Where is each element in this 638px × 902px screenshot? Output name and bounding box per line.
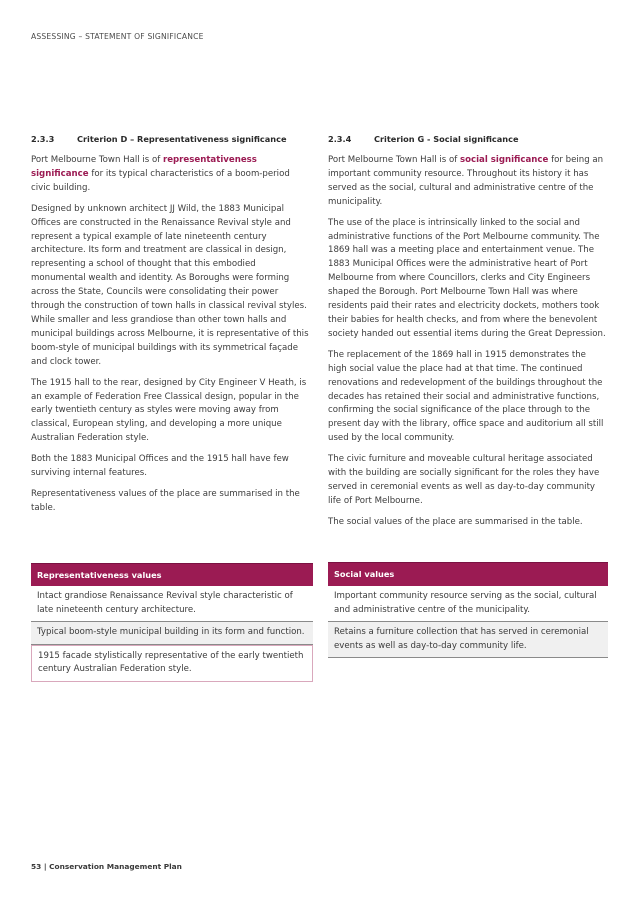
section-number: 2.3.3 — [31, 134, 55, 144]
intro-text: for its typical characteristics of a boom-period civic building. — [31, 168, 290, 193]
intro-text: for being an important community resource. Throughout its history it has served as the social, cultural and administrative centre of the municipality. — [328, 155, 604, 207]
body-paragraph: The use of the place is intrinsically linked to the social and administrative functions of the Port Melbourne community. The 1869 hall was a meeting place and entertainment venue. The 1883 Municipal Offices were the administrative heart of Port Melbourne from where Councillors, clerks and City Engineers shaped the Borough. Port Melbourne Town Hall was where residents paid their rates and electricity dockets, mothers took their babies for health checks, and from where the benevolent society handed out essential items during the Great Depression. — [328, 217, 606, 339]
highlight-term: representativeness significance — [31, 155, 257, 179]
section-title: Criterion G - Social significance — [374, 134, 519, 144]
intro-text: Port Melbourne Town Hall is of — [31, 155, 163, 165]
representativeness-values-table — [31, 563, 313, 682]
social-values-table — [328, 562, 608, 658]
body-paragraph: The 1915 hall to the rear, designed by City Engineer V Heath, is an example of Federation Free Classical design, popular in the early twentieth century as styles were moving away from classical, European styling, and developing a more unique Australian Federation style. — [31, 377, 307, 444]
running-head: ASSESSING – STATEMENT OF SIGNIFICANCE — [31, 32, 204, 41]
section-number: 2.3.4 — [328, 134, 352, 144]
table-row: Important community resource serving as the social, cultural and administrative centre of the municipality. — [328, 586, 608, 622]
highlight-term: social significance — [459, 155, 549, 165]
table-row: Retains a furniture collection that has served in ceremonial events as well as day-to-day community life. — [328, 622, 608, 658]
section-criterion-d — [31, 134, 309, 523]
table-header: Social values — [328, 562, 608, 586]
intro-text: Port Melbourne Town Hall is of — [328, 155, 460, 165]
body-paragraph: The social values of the place are summarised in the table. — [328, 516, 583, 527]
section-title: Criterion D – Representativeness significance — [77, 134, 287, 144]
body-paragraph: The replacement of the 1869 hall in 1915 demonstrates the high social value the place had at that time. The continued renovations and redevelopment of the buildings throughout the decades has retained their social and administrative functions, confirming the social significance of the place through to the present day with the library, office space and auditorium all still used by the local community. — [328, 349, 604, 444]
body-paragraph: Representativeness values of the place are summarised in the table. — [31, 488, 300, 513]
intro-paragraph — [31, 154, 309, 196]
section-heading — [31, 134, 309, 144]
table-header: Representativeness values — [31, 563, 313, 586]
body-paragraph: Both the 1883 Municipal Offices and the 1915 hall have few surviving internal features. — [31, 454, 289, 479]
body-paragraph: The civic furniture and moveable cultural heritage associated with the building are socially significant for the roles they have served in ceremonial events as well as day-to-day community life of Port Melbourne. — [328, 454, 600, 506]
body-paragraph: Designed by unknown architect JJ Wild, the 1883 Municipal Offices are constructed in the Renaissance Revival style and represent a typical example of late nineteenth century architecture. Its form and treatment are classical in design, representing a school of thought that this embodied monumental wealth and identity. As Boroughs were forming across the State, Councils were consolidating their power through the construction of town halls in classical revival styles. While smaller and less grandiose than other town halls and municipal buildings across Melbourne, it is representative of this boom-style of municipal buildings with its symmetrical façade and clock tower. — [31, 203, 309, 367]
table-row: Typical boom-style municipal building in its form and function. — [31, 622, 313, 645]
page-footer: 53 | Conservation Management Plan — [31, 862, 182, 871]
section-criterion-g — [328, 134, 606, 537]
table-row: Intact grandiose Renaissance Revival style characteristic of late nineteenth century architecture. — [31, 586, 313, 622]
table-row: 1915 facade stylistically representative of the early twentieth century Australian Federation style. — [31, 645, 313, 682]
intro-paragraph — [328, 154, 606, 210]
section-heading — [328, 134, 606, 144]
